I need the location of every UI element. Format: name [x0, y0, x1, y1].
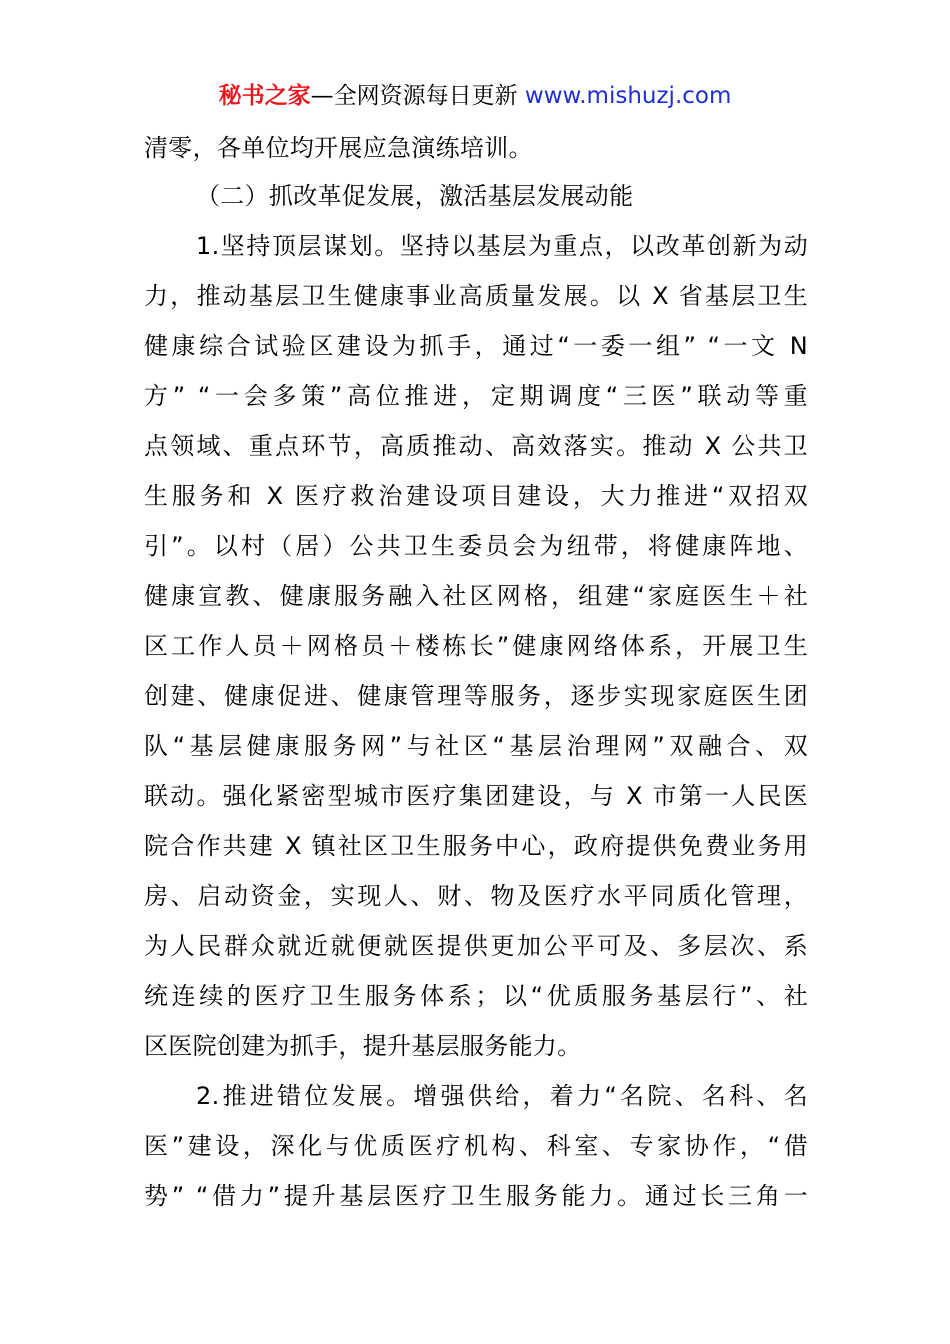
site-header	[0, 80, 950, 112]
paragraph-line: 区医院创建为抓手，提升基层服务能力。	[144, 1032, 582, 1060]
site-url-link[interactable]: www.mishuzj.com	[524, 83, 732, 109]
paragraph-line: 为人民群众就近就便就医提供更加公平可及、多层次、系	[144, 932, 808, 960]
paragraph-line: 引”。以村（居）公共卫生委员会为纽带，将健康阵地、	[144, 532, 808, 560]
paragraph-line: 院合作共建 X 镇社区卫生服务中心，政府提供免费业务用	[144, 832, 808, 860]
paragraph-line: 清零，各单位均开展应急演练培训。	[144, 134, 533, 162]
paragraph-line: 房、启动资金，实现人、财、物及医疗水平同质化管理，	[144, 882, 808, 910]
paragraph-line: 力，推动基层卫生健康事业高质量发展。以 X 省基层卫生	[144, 282, 808, 310]
paragraph-line: 队“基层健康服务网”与社区“基层治理网”双融合、双	[144, 732, 808, 760]
paragraph-line: 创建、健康促进、健康管理等服务，逐步实现家庭医生团	[144, 682, 808, 710]
header-slogan: —全网资源每日更新	[310, 83, 525, 109]
paragraph-line: 医”建设，深化与优质医疗机构、科室、专家协作，“借	[144, 1132, 808, 1160]
paragraph-line: 1.坚持顶层谋划。坚持以基层为重点，以改革创新为动	[196, 232, 808, 260]
paragraph-line: 势” “借力”提升基层医疗卫生服务能力。通过长三角一	[144, 1182, 808, 1210]
paragraph-line: 点领域、重点环节，高质推动、高效落实。推动 X 公共卫	[144, 432, 808, 460]
paragraph-line: 健康综合试验区建设为抓手，通过“一委一组” “一文 N	[144, 332, 808, 360]
paragraph-line: 方” “一会多策”高位推进，定期调度“三医”联动等重	[144, 382, 808, 410]
paragraph-line: 联动。强化紧密型城市医疗集团建设，与 X 市第一人民医	[144, 782, 808, 810]
paragraph-line: 健康宣教、健康服务融入社区网格，组建“家庭医生＋社	[144, 582, 808, 610]
section-heading: （二）抓改革促发展，激活基层发展动能	[196, 182, 634, 210]
brand-name: 秘书之家	[218, 83, 311, 109]
paragraph-line: 生服务和 X 医疗救治建设项目建设，大力推进“双招双	[144, 482, 808, 510]
paragraph-line: 2.推进错位发展。增强供给，着力“名院、名科、名	[196, 1082, 808, 1110]
paragraph-line: 区工作人员＋网格员＋楼栋长”健康网络体系，开展卫生	[144, 632, 808, 660]
paragraph-line: 统连续的医疗卫生服务体系；以“优质服务基层行”、社	[144, 982, 808, 1010]
